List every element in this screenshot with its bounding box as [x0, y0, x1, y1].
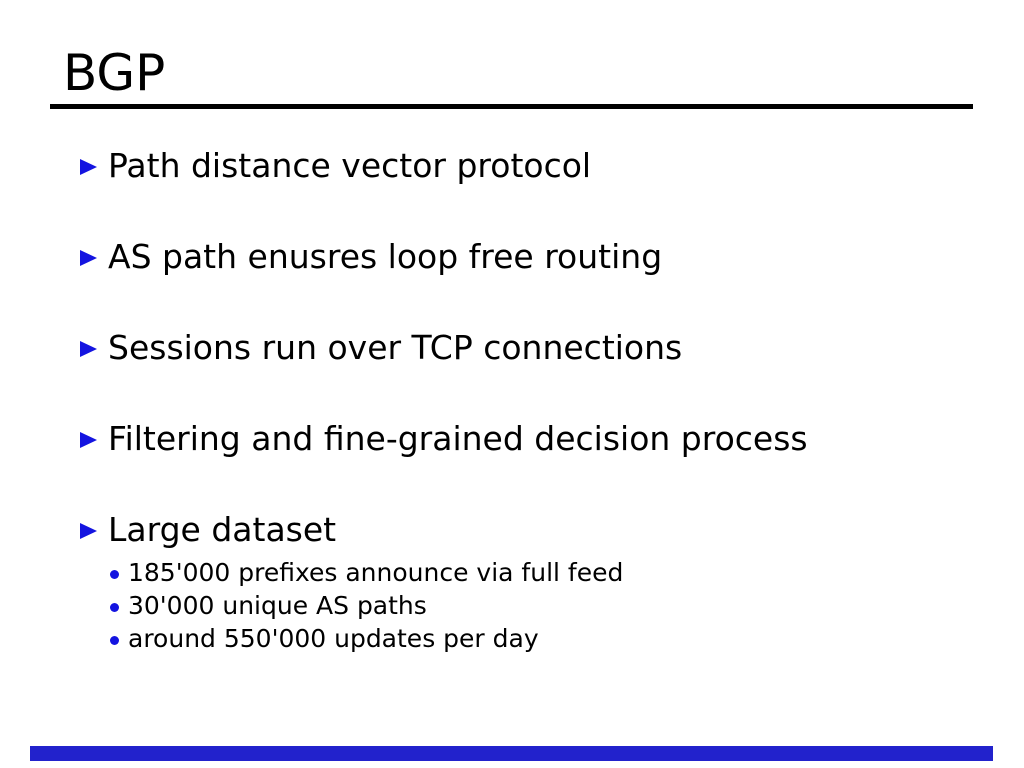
bullet-item — [80, 510, 336, 550]
triangle-bullet-icon — [80, 159, 97, 175]
bullet-text: Path distance vector protocol — [108, 146, 592, 185]
dot-bullet-icon — [110, 603, 119, 612]
sub-bullet-item — [110, 558, 623, 588]
triangle-bullet-icon — [80, 523, 97, 539]
triangle-bullet-icon — [80, 341, 97, 357]
bullet-text: Filtering and fine-grained decision process — [108, 419, 808, 458]
triangle-bullet-icon — [80, 432, 97, 448]
dot-bullet-icon — [110, 570, 119, 579]
sub-bullet-text: 30'000 unique AS paths — [128, 591, 427, 620]
bullet-item — [80, 237, 662, 277]
title-underline-rule — [50, 104, 973, 109]
bullet-item — [80, 328, 682, 368]
footer-accent-bar — [30, 746, 993, 761]
bullet-item — [80, 419, 808, 459]
slide-title: BGP — [63, 44, 166, 102]
bullet-text: Sessions run over TCP connections — [108, 328, 683, 367]
sub-bullet-text: around 550'000 updates per day — [128, 624, 539, 653]
sub-bullet-item — [110, 591, 427, 621]
triangle-bullet-icon — [80, 250, 97, 266]
sub-bullet-text: 185'000 prefixes announce via full feed — [128, 558, 624, 587]
dot-bullet-icon — [110, 636, 119, 645]
bullet-text: AS path enusres loop free routing — [108, 237, 663, 276]
sub-bullet-item — [110, 624, 539, 654]
bullet-text: Large dataset — [108, 510, 337, 549]
bullet-item — [80, 146, 591, 186]
